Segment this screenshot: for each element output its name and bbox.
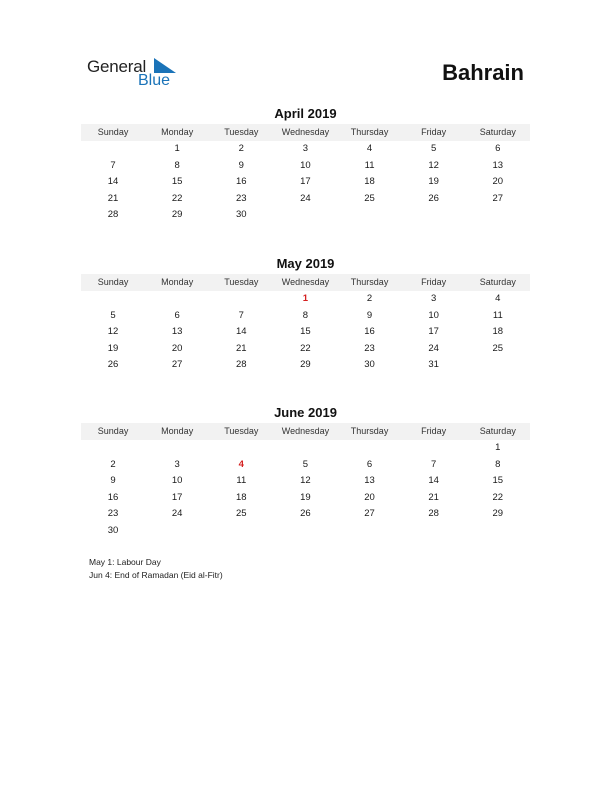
day-cell: 13 bbox=[171, 326, 183, 338]
day-cell: 7 bbox=[431, 458, 437, 470]
day-cell bbox=[209, 291, 273, 308]
day-cell: 28 bbox=[236, 359, 247, 371]
day-cell: 1 bbox=[174, 143, 180, 154]
weekday-header: Sunday bbox=[81, 423, 145, 440]
day-cell bbox=[273, 523, 337, 540]
day-cell: 25 bbox=[236, 508, 247, 520]
day-cell: 15 bbox=[492, 475, 504, 487]
day-cell: 2 bbox=[366, 293, 373, 304]
day-cell bbox=[338, 440, 402, 457]
day-cell: 12 bbox=[107, 326, 119, 338]
day-cell: 29 bbox=[492, 508, 504, 520]
day-cell: 10 bbox=[171, 475, 183, 487]
day-cell bbox=[145, 291, 209, 308]
day-cell: 7 bbox=[110, 159, 116, 171]
day-cell: 24 bbox=[428, 342, 439, 354]
day-cell bbox=[466, 207, 530, 224]
day-cell: 4 bbox=[495, 293, 501, 304]
day-cell bbox=[466, 357, 530, 374]
day-cell: 1 bbox=[495, 442, 501, 453]
weekday-header: Wednesday bbox=[273, 423, 337, 440]
day-cell: 18 bbox=[236, 491, 247, 503]
weekday-header: Monday bbox=[145, 274, 209, 291]
weekday-header: Sunday bbox=[81, 274, 145, 291]
day-cell bbox=[145, 440, 209, 457]
day-cell: 5 bbox=[302, 458, 309, 470]
day-cell: 10 bbox=[300, 159, 311, 171]
holiday-note: May 1: Labour Day bbox=[89, 557, 161, 567]
day-cell: 6 bbox=[495, 143, 501, 154]
day-cell: 23 bbox=[236, 192, 247, 204]
day-cell: 7 bbox=[238, 309, 244, 321]
month-grid bbox=[81, 274, 530, 374]
day-cell: 30 bbox=[107, 524, 119, 536]
day-cell: 26 bbox=[428, 192, 439, 204]
day-cell: 3 bbox=[302, 143, 309, 154]
generalblue-logo bbox=[87, 57, 187, 91]
day-cell: 16 bbox=[236, 176, 247, 188]
logo-text-general: General bbox=[87, 57, 147, 76]
day-cell: 14 bbox=[428, 475, 439, 487]
day-cell bbox=[209, 523, 273, 540]
day-cell: 19 bbox=[300, 491, 311, 503]
day-cell bbox=[402, 440, 466, 457]
day-cell: 13 bbox=[492, 159, 504, 171]
day-cell: 27 bbox=[364, 508, 375, 520]
day-cell: 24 bbox=[300, 192, 311, 204]
day-cell: 28 bbox=[107, 209, 119, 221]
day-cell: 22 bbox=[300, 342, 311, 354]
day-cell: 15 bbox=[171, 176, 183, 188]
weekday-header: Wednesday bbox=[273, 274, 337, 291]
day-cell: 17 bbox=[171, 491, 183, 503]
day-cell: 20 bbox=[364, 491, 375, 503]
day-cell: 5 bbox=[110, 309, 116, 321]
day-cell bbox=[273, 440, 337, 457]
day-cell: 24 bbox=[171, 508, 183, 520]
day-cell bbox=[209, 440, 273, 457]
day-cell: 28 bbox=[428, 508, 439, 520]
day-cell: 29 bbox=[171, 209, 183, 221]
day-cell: 17 bbox=[300, 176, 311, 188]
holiday-notes bbox=[89, 556, 223, 582]
weekday-header: Wednesday bbox=[273, 124, 337, 141]
day-cell: 12 bbox=[300, 475, 311, 487]
weekday-header: Saturday bbox=[466, 274, 530, 291]
month-april bbox=[81, 106, 530, 224]
day-cell: 22 bbox=[492, 491, 504, 503]
day-cell: 12 bbox=[428, 159, 439, 171]
weekday-header: Friday bbox=[402, 423, 466, 440]
day-cell bbox=[466, 523, 530, 540]
day-cell: 2 bbox=[238, 143, 244, 154]
day-cell: 3 bbox=[431, 293, 437, 304]
day-cell: 1 bbox=[302, 293, 309, 304]
holiday-note: Jun 4: End of Ramadan (Eid al-Fitr) bbox=[89, 570, 223, 580]
day-cell: 4 bbox=[366, 143, 373, 154]
day-cell: 25 bbox=[364, 192, 375, 204]
day-cell: 6 bbox=[174, 309, 180, 321]
day-cell: 25 bbox=[492, 342, 504, 354]
day-cell: 21 bbox=[107, 192, 119, 204]
day-cell: 10 bbox=[428, 309, 439, 321]
day-cell: 5 bbox=[431, 143, 437, 154]
day-cell: 14 bbox=[236, 326, 247, 338]
day-cell: 18 bbox=[364, 176, 375, 188]
day-cell: 27 bbox=[492, 192, 504, 204]
day-cell: 19 bbox=[107, 342, 119, 354]
weekday-header: Monday bbox=[145, 124, 209, 141]
day-cell: 13 bbox=[364, 475, 375, 487]
weekday-header: Tuesday bbox=[209, 423, 273, 440]
day-cell bbox=[273, 207, 337, 224]
day-cell: 3 bbox=[174, 458, 180, 470]
weekday-header: Tuesday bbox=[209, 274, 273, 291]
day-cell: 14 bbox=[107, 176, 119, 188]
day-cell: 9 bbox=[110, 475, 116, 487]
weekday-header: Sunday bbox=[81, 124, 145, 141]
day-cell: 6 bbox=[366, 458, 373, 470]
day-cell bbox=[81, 141, 145, 158]
day-cell: 22 bbox=[171, 192, 183, 204]
day-cell: 11 bbox=[364, 159, 375, 171]
day-cell bbox=[402, 207, 466, 224]
month-title: June 2019 bbox=[274, 405, 337, 420]
day-cell bbox=[81, 291, 145, 308]
month-title: May 2019 bbox=[276, 256, 335, 271]
day-cell bbox=[145, 523, 209, 540]
day-cell: 11 bbox=[236, 475, 247, 487]
day-cell: 4 bbox=[238, 458, 244, 470]
day-cell: 11 bbox=[492, 309, 503, 321]
day-cell: 21 bbox=[236, 342, 247, 354]
day-cell: 8 bbox=[302, 309, 309, 321]
day-cell: 29 bbox=[300, 359, 311, 371]
day-cell: 8 bbox=[495, 458, 501, 470]
day-cell: 9 bbox=[238, 159, 244, 171]
weekday-header: Monday bbox=[145, 423, 209, 440]
day-cell: 16 bbox=[364, 326, 375, 338]
weekday-header: Tuesday bbox=[209, 124, 273, 141]
day-cell: 26 bbox=[107, 359, 119, 371]
weekday-header: Thursday bbox=[338, 274, 402, 291]
day-cell: 30 bbox=[364, 359, 375, 371]
day-cell: 8 bbox=[174, 159, 180, 171]
month-grid bbox=[81, 423, 530, 540]
day-cell: 31 bbox=[428, 359, 439, 371]
weekday-header: Thursday bbox=[338, 423, 402, 440]
day-cell: 21 bbox=[428, 491, 439, 503]
month-may bbox=[81, 256, 530, 374]
day-cell: 18 bbox=[492, 326, 504, 338]
day-cell: 9 bbox=[366, 309, 373, 321]
weekday-header: Saturday bbox=[466, 124, 530, 141]
day-cell: 16 bbox=[107, 491, 119, 503]
day-cell: 19 bbox=[428, 176, 439, 188]
day-cell: 23 bbox=[364, 342, 375, 354]
day-cell: 27 bbox=[171, 359, 183, 371]
weekday-header: Friday bbox=[402, 124, 466, 141]
month-title: April 2019 bbox=[274, 106, 337, 121]
day-cell: 15 bbox=[300, 326, 311, 338]
day-cell bbox=[338, 523, 402, 540]
day-cell bbox=[81, 440, 145, 457]
month-grid bbox=[81, 124, 530, 224]
weekday-header: Friday bbox=[402, 274, 466, 291]
day-cell: 20 bbox=[171, 342, 183, 354]
day-cell: 20 bbox=[492, 176, 504, 188]
day-cell: 30 bbox=[236, 209, 247, 221]
month-june bbox=[81, 405, 530, 540]
day-cell bbox=[338, 207, 402, 224]
country-title: Bahrain bbox=[442, 60, 524, 85]
day-cell: 2 bbox=[110, 458, 116, 470]
day-cell: 23 bbox=[107, 508, 119, 520]
day-cell bbox=[402, 523, 466, 540]
day-cell: 17 bbox=[428, 326, 439, 338]
logo-text-blue: Blue bbox=[138, 72, 171, 89]
weekday-header: Saturday bbox=[466, 423, 530, 440]
day-cell: 26 bbox=[300, 508, 311, 520]
weekday-header: Thursday bbox=[338, 124, 402, 141]
